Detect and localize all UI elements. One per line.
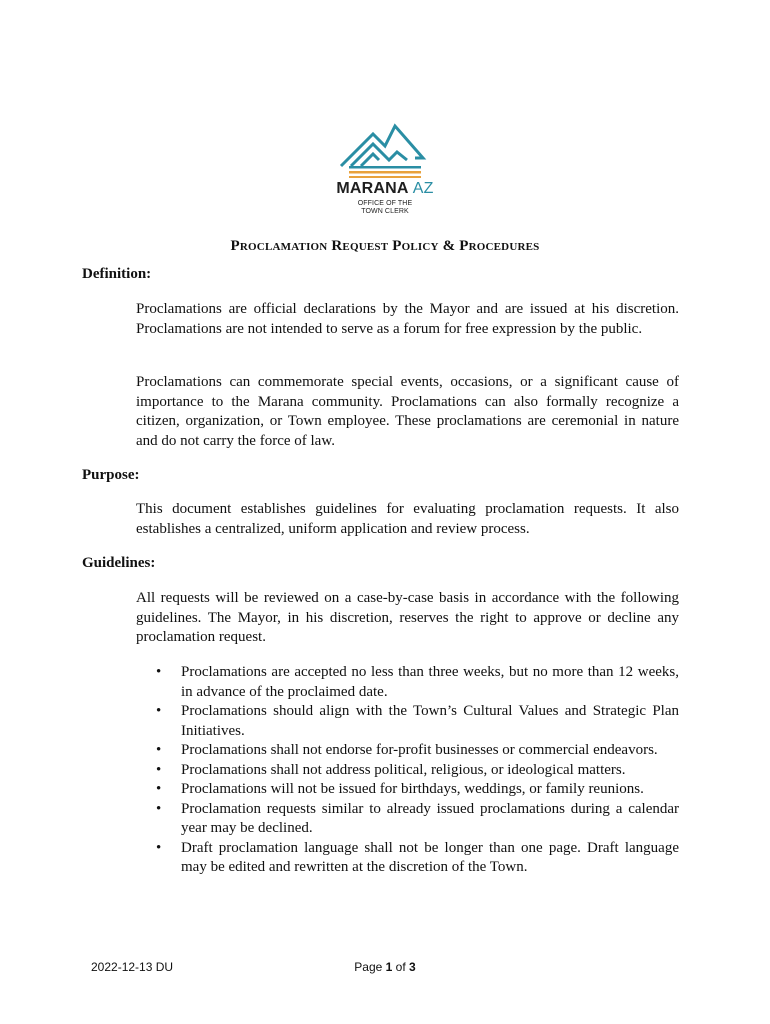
list-item-text: Proclamations will not be issued for birthdays, weddings, or family reunions.: [181, 781, 644, 797]
list-item: [136, 839, 679, 878]
footer-date-code: 2022-12-13 DU: [91, 960, 174, 974]
document-title: Proclamation Request Policy & Procedures: [230, 238, 540, 254]
page-of: of: [395, 960, 406, 974]
marana-logo: [328, 122, 442, 216]
purpose-heading: Purpose:: [82, 467, 140, 483]
logo-subtitle: [328, 200, 442, 216]
list-item-text: Proclamations shall not address political, religious, or ideological matters.: [181, 761, 626, 778]
logo-subtitle-line2: TOWN CLERK: [361, 208, 409, 215]
page-total: 3: [409, 960, 416, 974]
list-item-text: Proclamations are accepted no less than three weeks, but no more than 12 weeks, in advance of the proclaimed date.: [181, 664, 679, 700]
bullet-icon: •: [156, 839, 162, 856]
list-item: [136, 780, 679, 800]
bullet-icon: •: [156, 664, 162, 680]
purpose-paragraph: This document establishes guidelines for evaluating proclamation requests. It also establishes a centralized, uniform application and review process.: [136, 501, 679, 537]
list-item-text: Proclamation requests similar to already issued proclamations during a calendar year may be declined.: [181, 800, 679, 836]
guidelines-intro: All requests will be reviewed on a case-by-case basis in accordance with the following guidelines. The Mayor, in his discretion, reserves the right to approve or decline any proclamation request.: [136, 590, 679, 645]
bullet-icon: •: [156, 703, 162, 719]
list-item: [136, 663, 679, 702]
logo-state: AZ: [412, 180, 434, 197]
bullet-icon: •: [156, 800, 162, 817]
page-label: Page: [354, 960, 383, 974]
bullet-icon: •: [156, 761, 162, 778]
definition-heading: Definition:: [82, 266, 152, 282]
definition-paragraph-2: Proclamations can commemorate special events, occasions, or a significant cause of importance to the Marana community. Proclamations can also formally recognize a citizen, organization, or Town employee. These proclamations are ceremonial in nature and do not carry the force of law.: [136, 374, 679, 449]
list-item: [136, 741, 679, 761]
mountain-logo-icon: [337, 122, 433, 178]
footer-page-number: [0, 960, 770, 974]
logo-name: MARANA: [336, 180, 409, 197]
definition-paragraph-1: Proclamations are official declarations by the Mayor and are issued at his discretion. Proclamations are not intended to serve as a forum for free expression by the public.: [136, 301, 679, 337]
list-item: [136, 761, 679, 781]
logo-wordmark: [328, 180, 442, 198]
guidelines-list: [136, 663, 679, 878]
list-item-text: Proclamations shall not endorse for-profit businesses or commercial endeavors.: [181, 742, 658, 758]
logo-subtitle-line1: OFFICE OF THE: [357, 200, 413, 207]
list-item-text: Draft proclamation language shall not be longer than one page. Draft language may be edited and rewritten at the discretion of the Town.: [181, 839, 679, 875]
list-item: [136, 702, 679, 741]
list-item-text: Proclamations should align with the Town’s Cultural Values and Strategic Plan Initiatives.: [181, 703, 679, 739]
page-current: 1: [385, 960, 393, 974]
list-item: [136, 800, 679, 839]
bullet-icon: •: [156, 781, 162, 797]
guidelines-heading: Guidelines:: [82, 555, 156, 571]
bullet-icon: •: [156, 742, 162, 758]
